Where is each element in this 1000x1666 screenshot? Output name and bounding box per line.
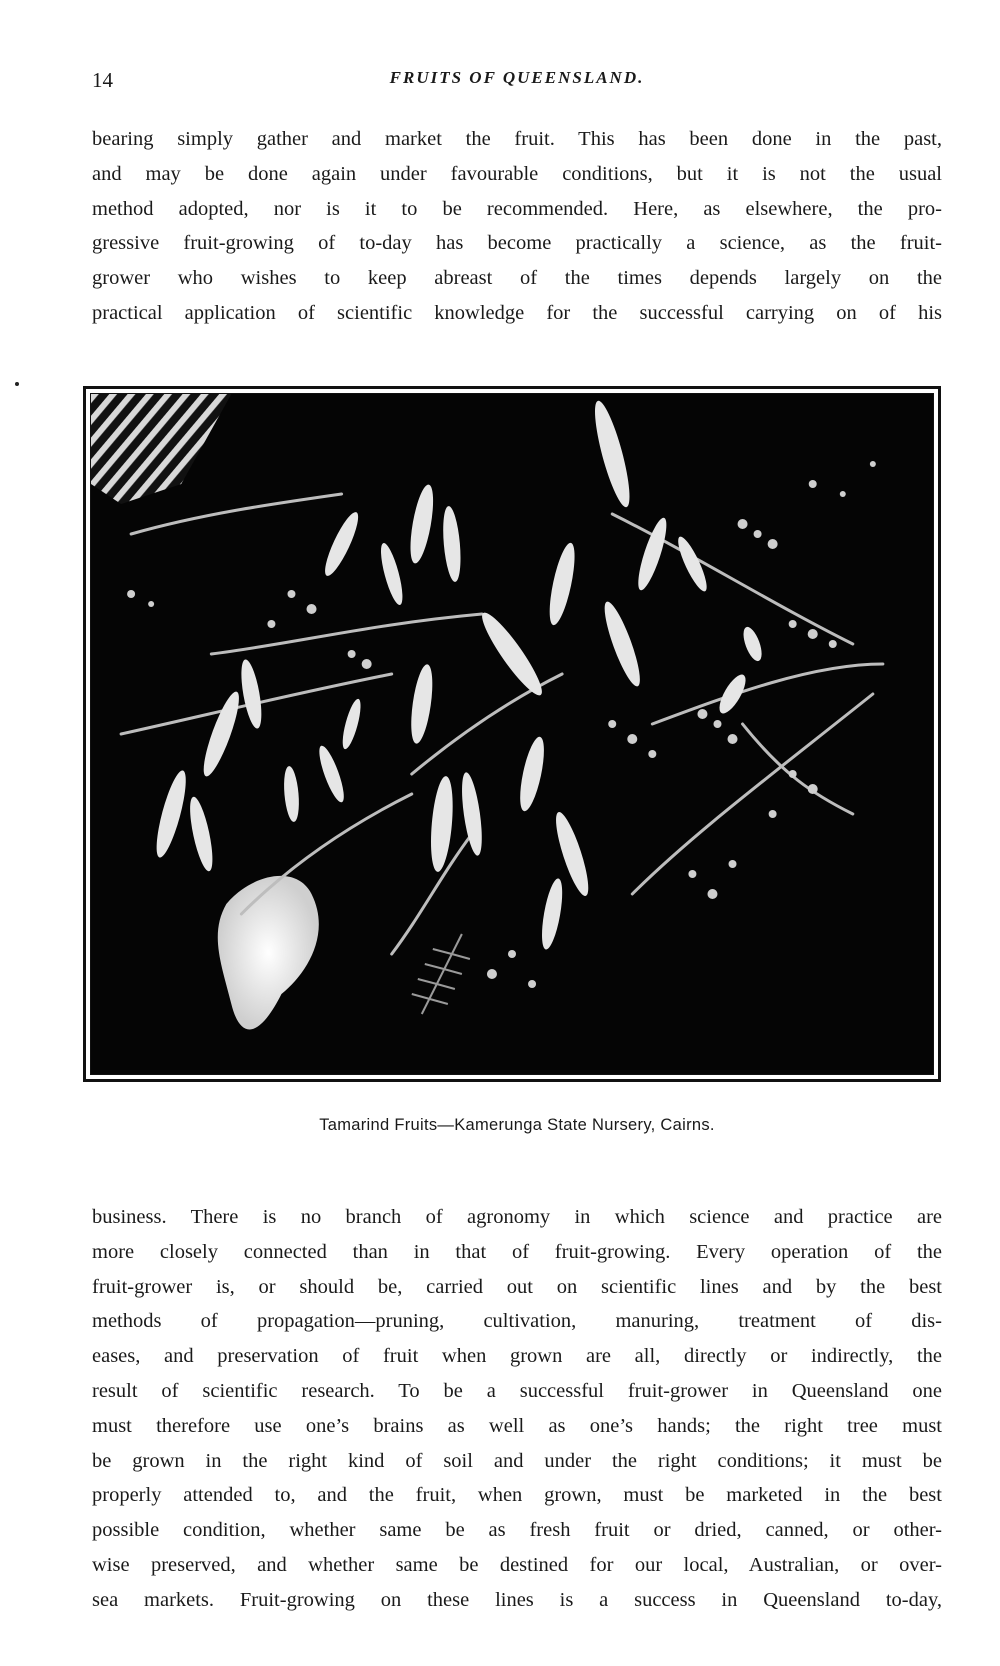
text-line: practical application of scientific knowledge for the successful carrying on of his <box>92 301 942 324</box>
photo-illustration <box>91 394 933 1074</box>
text-line: methods of propagation—pruning, cultivation, manuring, treatment of dis- <box>92 1310 942 1333</box>
text-line: bearing simply gather and market the fruit. This has been done in the past, <box>92 128 942 150</box>
stray-dot <box>15 382 19 386</box>
text-line: be grown in the right kind of soil and under the right conditions; it must be <box>92 1449 942 1472</box>
page-header <box>92 68 942 108</box>
text-line: gressive fruit-growing of to-day has become practically a science, as the fruit- <box>92 232 942 255</box>
top-paragraph <box>92 122 942 331</box>
text-line: result of scientific research. To be a successful fruit-grower in Queensland one <box>92 1379 942 1402</box>
text-line: more closely connected than in that of fruit-growing. Every operation of the <box>92 1240 942 1263</box>
figure-frame <box>83 386 941 1082</box>
figure-caption: Tamarind Fruits—Kamerunga State Nursery, Cairns. <box>319 1116 715 1134</box>
text-line: eases, and preservation of fruit when grown are all, directly or indirectly, the <box>92 1345 942 1368</box>
page-number: 14 <box>92 68 113 92</box>
tamarind-photograph <box>90 393 934 1075</box>
text-line: and may be done again under favourable conditions, but it is not the usual <box>92 162 942 185</box>
text-line: business. There is no branch of agronomy in which science and practice are <box>92 1206 942 1228</box>
text-line: grower who wishes to keep abreast of the times depends largely on the <box>92 267 942 290</box>
text-line: method adopted, nor is it to be recommended. Here, as elsewhere, the pro- <box>92 197 942 220</box>
text-line: must therefore use one’s brains as well as one’s hands; the right tree must <box>92 1414 942 1437</box>
text-line: properly attended to, and the fruit, when grown, must be marketed in the best <box>92 1484 942 1507</box>
bottom-paragraph <box>92 1200 942 1618</box>
text-line: possible condition, whether same be as fresh fruit or dried, canned, or other- <box>92 1519 942 1542</box>
text-line: sea markets. Fruit-growing on these lines is a success in Queensland to-day, <box>92 1588 942 1611</box>
text-line: fruit-grower is, or should be, carried out on scientific lines and by the best <box>92 1275 942 1298</box>
running-title: FRUITS OF QUEENSLAND. <box>389 68 645 87</box>
text-line: wise preserved, and whether same be destined for our local, Australian, or over- <box>92 1553 942 1576</box>
